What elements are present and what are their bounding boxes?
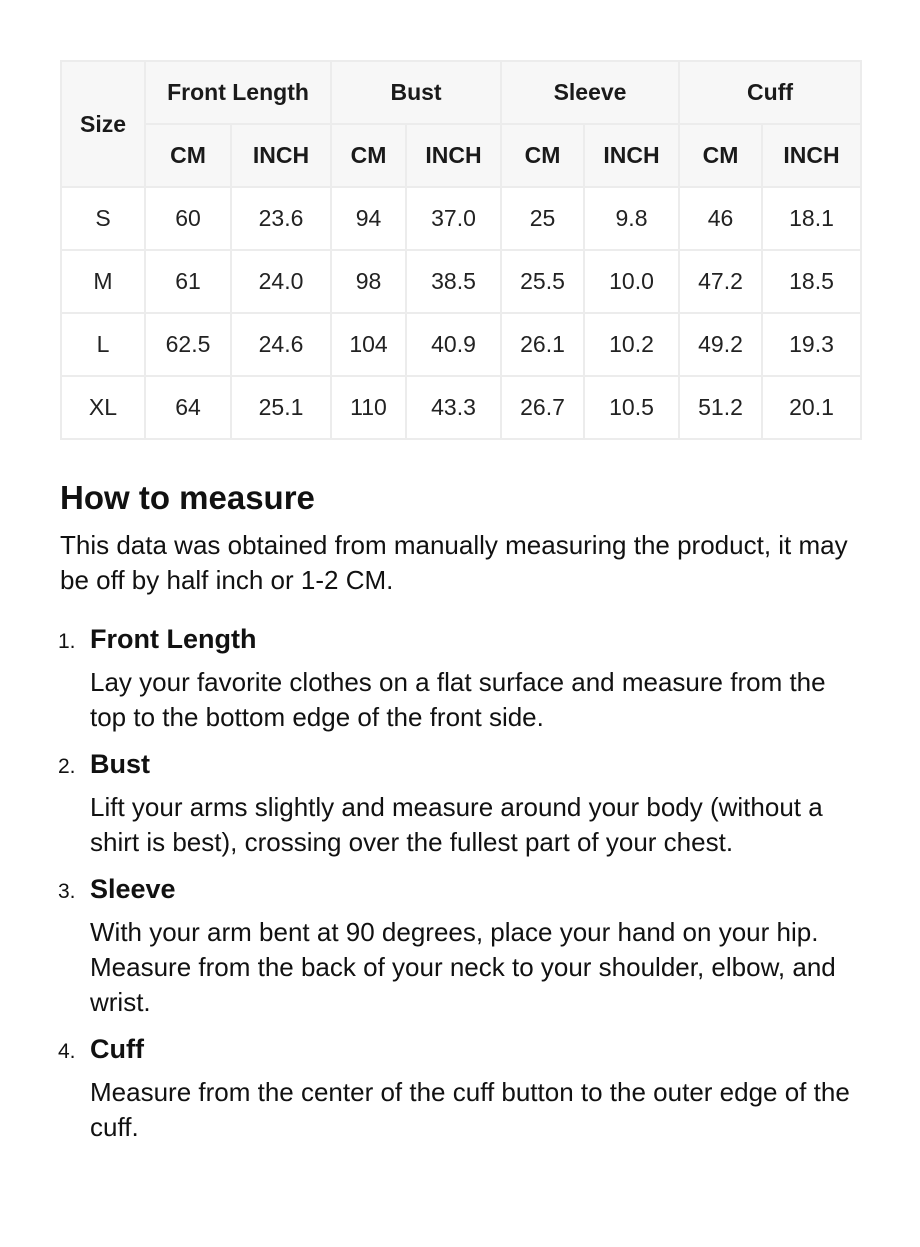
step-number: 4. bbox=[58, 1040, 76, 1063]
table-cell: 64 bbox=[145, 376, 231, 439]
table-cell: 25.5 bbox=[501, 250, 584, 313]
table-cell: 62.5 bbox=[145, 313, 231, 376]
size-cell: L bbox=[61, 313, 145, 376]
unit-header: INCH bbox=[584, 124, 679, 187]
list-item bbox=[60, 872, 860, 1020]
table-unit-row bbox=[61, 124, 861, 187]
size-chart-table bbox=[60, 60, 862, 440]
table-cell: 18.5 bbox=[762, 250, 861, 313]
table-cell: 61 bbox=[145, 250, 231, 313]
table-cell: 10.5 bbox=[584, 376, 679, 439]
table-cell: 94 bbox=[331, 187, 406, 250]
table-cell: 43.3 bbox=[406, 376, 501, 439]
table-row bbox=[61, 250, 861, 313]
section-heading: How to measure bbox=[60, 479, 315, 516]
size-column-header: Size bbox=[61, 61, 145, 187]
table-cell: 25.1 bbox=[231, 376, 331, 439]
group-header-bust: Bust bbox=[331, 61, 501, 124]
step-title: Cuff bbox=[90, 1034, 144, 1064]
table-cell: 38.5 bbox=[406, 250, 501, 313]
group-header-front-length: Front Length bbox=[145, 61, 331, 124]
table-cell: 47.2 bbox=[679, 250, 762, 313]
unit-header: CM bbox=[501, 124, 584, 187]
table-cell: 49.2 bbox=[679, 313, 762, 376]
table-cell: 60 bbox=[145, 187, 231, 250]
unit-header: INCH bbox=[762, 124, 861, 187]
group-header-cuff: Cuff bbox=[679, 61, 861, 124]
table-row bbox=[61, 313, 861, 376]
unit-header: CM bbox=[679, 124, 762, 187]
table-cell: 10.2 bbox=[584, 313, 679, 376]
table-cell: 10.0 bbox=[584, 250, 679, 313]
unit-header: INCH bbox=[406, 124, 501, 187]
table-cell: 37.0 bbox=[406, 187, 501, 250]
list-item bbox=[60, 1032, 860, 1145]
table-cell: 25 bbox=[501, 187, 584, 250]
measure-steps-list bbox=[60, 622, 860, 1145]
group-header-sleeve: Sleeve bbox=[501, 61, 679, 124]
step-description: With your arm bent at 90 degrees, place your hand on your hip. Measure from the back of your neck to your shoulder, elbow, and wrist. bbox=[90, 917, 836, 1017]
step-title: Sleeve bbox=[90, 874, 176, 904]
step-title: Bust bbox=[90, 749, 150, 779]
table-cell: 46 bbox=[679, 187, 762, 250]
table-row bbox=[61, 376, 861, 439]
step-number: 3. bbox=[58, 880, 76, 903]
table-cell: 19.3 bbox=[762, 313, 861, 376]
step-description: Lay your favorite clothes on a flat surface and measure from the top to the bottom edge of the front side. bbox=[90, 667, 826, 732]
table-cell: 26.1 bbox=[501, 313, 584, 376]
unit-header: CM bbox=[331, 124, 406, 187]
size-cell: S bbox=[61, 187, 145, 250]
table-cell: 23.6 bbox=[231, 187, 331, 250]
step-description: Measure from the center of the cuff button to the outer edge of the cuff. bbox=[90, 1077, 850, 1142]
table-cell: 18.1 bbox=[762, 187, 861, 250]
table-header-row bbox=[61, 61, 861, 124]
unit-header: CM bbox=[145, 124, 231, 187]
how-to-measure-section bbox=[60, 476, 860, 1157]
step-number: 1. bbox=[58, 630, 76, 653]
table-cell: 20.1 bbox=[762, 376, 861, 439]
table-cell: 51.2 bbox=[679, 376, 762, 439]
table-cell: 40.9 bbox=[406, 313, 501, 376]
step-number: 2. bbox=[58, 755, 76, 778]
intro-text: This data was obtained from manually measuring the product, it may be off by half inch or 1-2 CM. bbox=[60, 530, 848, 595]
table-row bbox=[61, 187, 861, 250]
table-cell: 104 bbox=[331, 313, 406, 376]
table-cell: 9.8 bbox=[584, 187, 679, 250]
table-cell: 110 bbox=[331, 376, 406, 439]
size-cell: XL bbox=[61, 376, 145, 439]
list-item bbox=[60, 747, 860, 860]
table-cell: 98 bbox=[331, 250, 406, 313]
table-cell: 24.0 bbox=[231, 250, 331, 313]
table-cell: 24.6 bbox=[231, 313, 331, 376]
size-cell: M bbox=[61, 250, 145, 313]
step-title: Front Length bbox=[90, 624, 257, 654]
step-description: Lift your arms slightly and measure around your body (without a shirt is best), crossing over the fullest part of your chest. bbox=[90, 792, 823, 857]
list-item bbox=[60, 622, 860, 735]
unit-header: INCH bbox=[231, 124, 331, 187]
table-cell: 26.7 bbox=[501, 376, 584, 439]
